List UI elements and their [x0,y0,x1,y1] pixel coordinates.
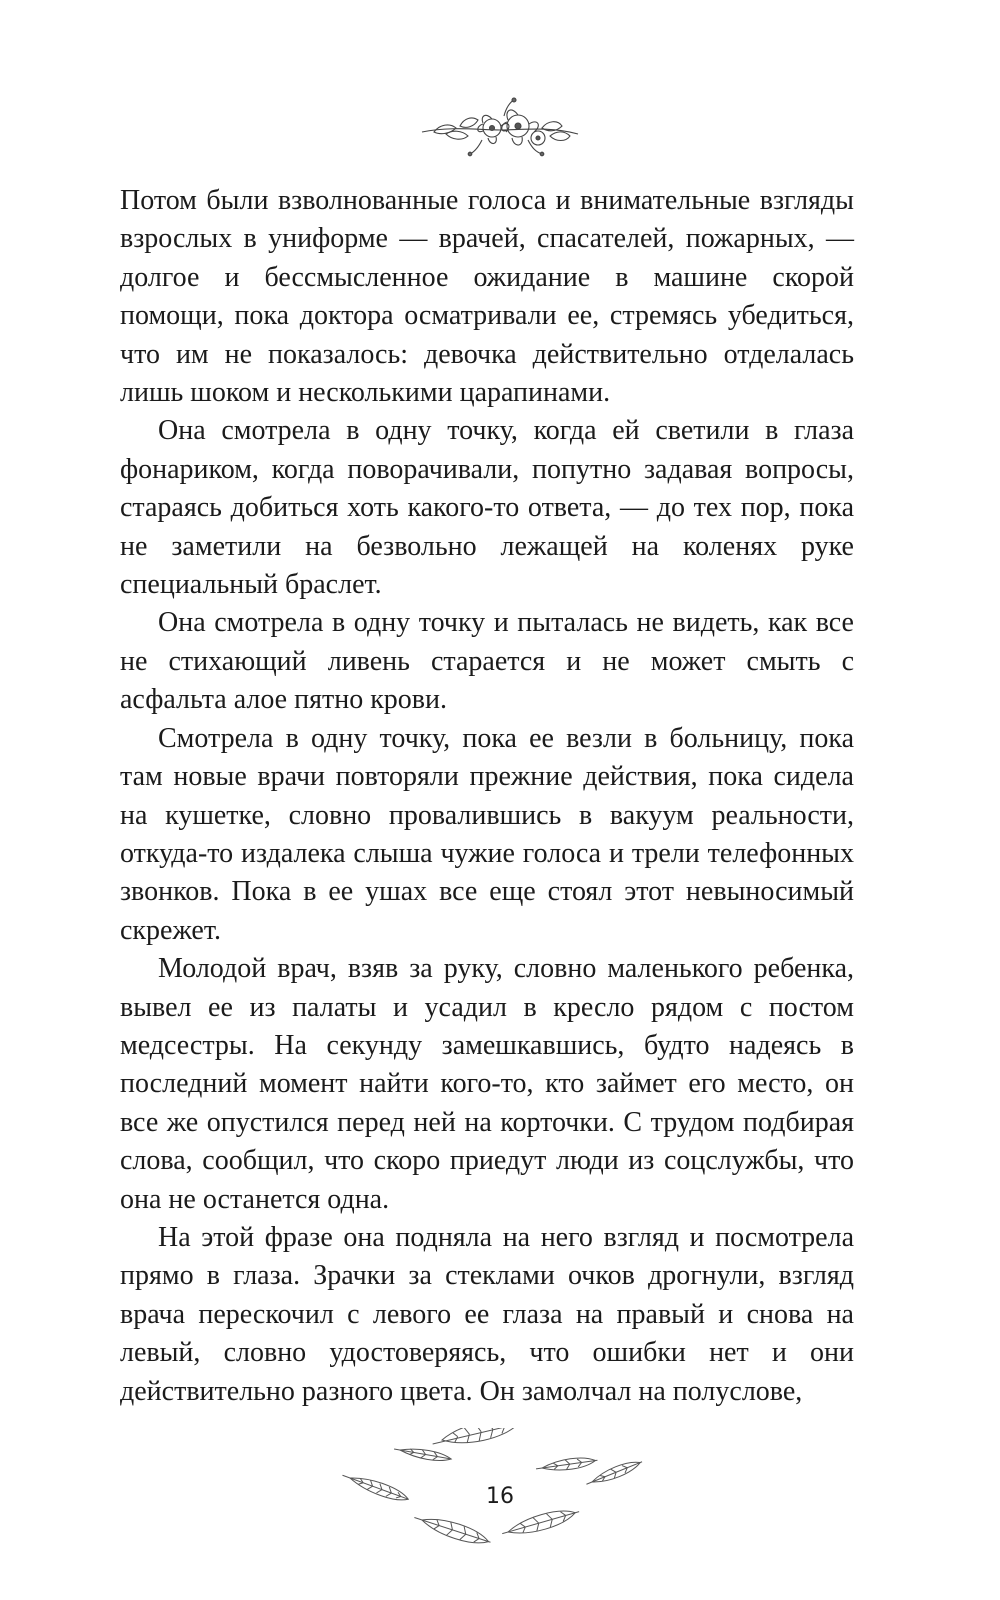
paragraph-6: На этой фразе она подняла на него взгляд и посмотрела прямо в глаза. Зрачки за стеклами очков дрогнули, взгляд врача перескочил с левого ее глаза на правый и снова на левый, словно удостоверяясь, что ошибки нет и они действительно разного цвета. Он замолчал на полуслове, [120,1221,854,1407]
paragraph-3: Она смотрела в одну точку и пыталась не видеть, как все не стихающий ливень старается и не может смыть с асфальта алое пятно крови. [120,607,854,716]
main-text [120,182,854,1411]
paragraph-1: Потом были взволнованные голоса и внимательные взгляды взрослых в униформе — врачей, спасателей, пожарных, — долгое и бессмысленное ожидание в машине скорой помощи, пока доктора осматривали ее, стремясь убедиться, что им не показалось: девочка действительно отделалась лишь шоком и несколькими царапинами. [120,185,854,409]
floral-ornament-icon [420,90,580,170]
paragraph-5: Молодой врач, взяв за руку, словно маленького ребенка, вывел ее из палаты и усадил в кресло рядом с постом медсестры. На секунду замешкавшись, будто надеясь в последний момент найти кого-то, кто займет его место, он все же опустился перед ней на корточки. С трудом подбирая слова, сообщил, что скоро приедут люди из соцслужбы, что она не останется одна. [120,953,854,1215]
paragraph-2: Она смотрела в одну точку, когда ей светили в глаза фонариком, когда поворачивали, попутно задавая вопросы, стараясь добиться хоть какого-то ответа, — до тех пор, пока не заметили на безвольно лежащей на коленях руке специальный браслет. [120,415,854,601]
paragraph-4: Смотрела в одну точку, пока ее везли в больницу, пока там новые врачи повторяли прежние действия, пока сидела на кушетке, словно провалившись в вакуум реальности, откуда-то издалека слыша чужие голоса и трели телефонных звонков. Пока в ее ушах все еще стоял этот невыносимый скрежет. [120,722,854,946]
page-footer [330,1428,670,1578]
page-number: 16 [486,1484,514,1509]
